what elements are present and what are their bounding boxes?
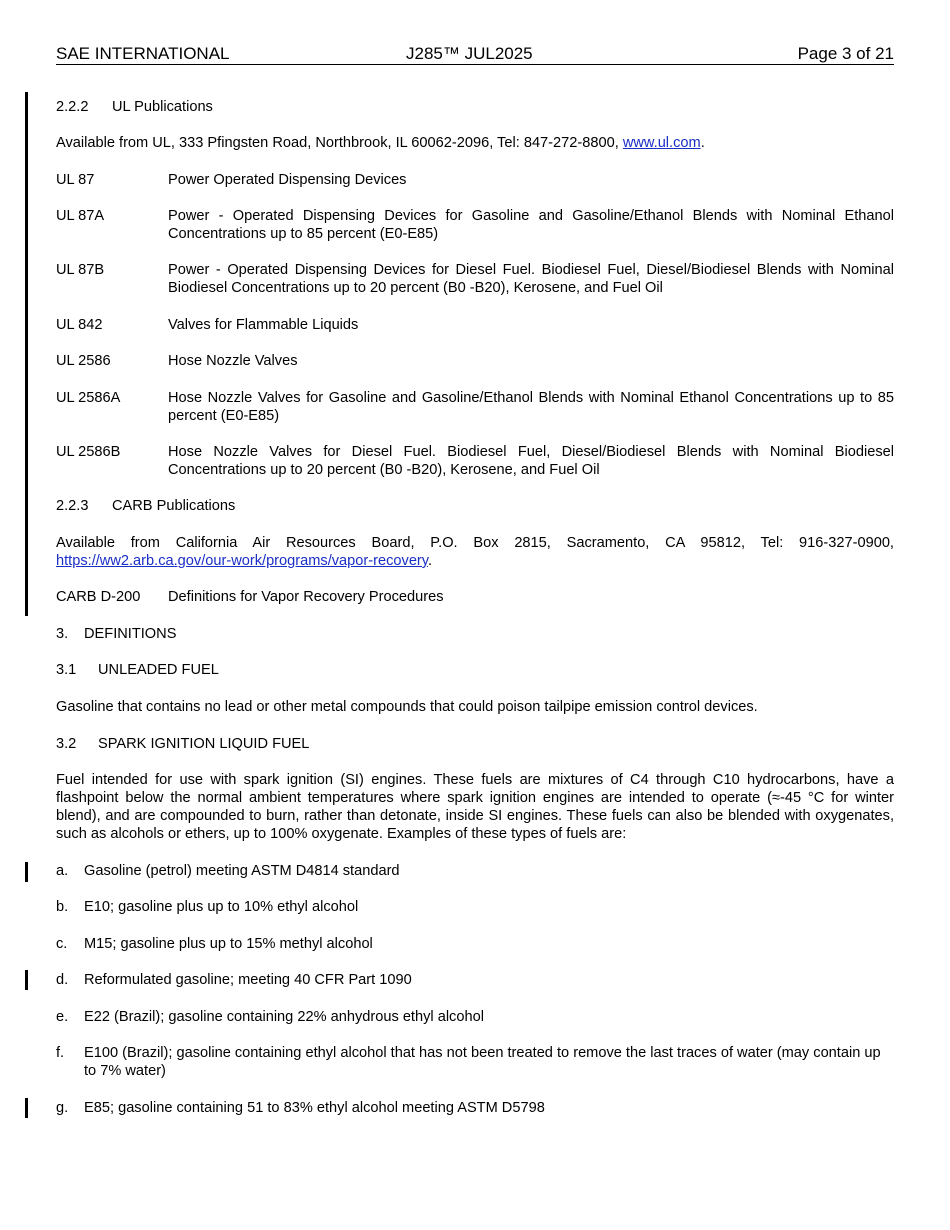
reference-code: UL 2586	[56, 353, 111, 369]
list-text: Reformulated gasoline; meeting 40 CFR Part 1090	[84, 972, 412, 988]
reference-title: Power - Operated Dispensing Devices for Diesel Fuel. Biodiesel Fuel, Diesel/Biodiesel Blends with Nominal Biodiesel Concentrations up to 20 percent (B0 -B20), Kerosene, and Fuel Oil	[168, 262, 894, 296]
paragraph: Gasoline that contains no lead or other metal compounds that could poison tailpipe emission control devices.	[56, 699, 758, 715]
list-marker: c.	[56, 936, 68, 952]
list-item	[56, 1044, 894, 1080]
header-doc-id: J285™ JUL2025	[406, 44, 533, 63]
section-number: 2.2.3	[56, 498, 89, 514]
header-org: SAE INTERNATIONAL	[56, 44, 230, 63]
reference-code: UL 87A	[56, 208, 105, 224]
reference-row	[56, 443, 894, 479]
section-number: 3.	[56, 626, 69, 642]
list-text: E85; gasoline containing 51 to 83% ethyl alcohol meeting ASTM D5798	[84, 1100, 545, 1116]
reference-row	[56, 588, 894, 606]
ul-website-link[interactable]: www.ul.com	[622, 135, 701, 151]
punctuation: .	[428, 553, 433, 569]
list-item	[56, 862, 894, 880]
section-title: SPARK IGNITION LIQUID FUEL	[98, 736, 310, 752]
reference-title: Power - Operated Dispensing Devices for Gasoline and Gasoline/Ethanol Blends with Nominal Ethanol Concentrations up to 85 percent (E0-E85)	[168, 208, 894, 242]
section-title: DEFINITIONS	[84, 626, 177, 642]
carb-availability	[56, 534, 894, 570]
reference-row	[56, 352, 894, 370]
reference-title: Hose Nozzle Valves for Diesel Fuel. Biodiesel Fuel, Diesel/Biodiesel Blends with Nominal Biodiesel Concentrations up to 20 percent (B0 -B20), Kerosene, and Fuel Oil	[168, 444, 894, 478]
reference-title: Hose Nozzle Valves for Gasoline and Gasoline/Ethanol Blends with Nominal Ethanol Concentrations up to 85 percent (E0-E85)	[168, 390, 894, 424]
paragraph: Fuel intended for use with spark ignition (SI) engines. These fuels are mixtures of C4 through C10 hydrocarbons, have a flashpoint below the normal ambient temperatures where spark ignition engines are intended to operate (≈-45 °C for winter blend), and are compounded to burn, rather than detonate, inside SI engines. These fuels can also be blended with oxygenates, such as alcohols or ethers, up to 100% oxygenate. Examples of these types of fuels are:	[56, 772, 894, 842]
reference-title: Hose Nozzle Valves	[168, 353, 298, 369]
reference-code: UL 842	[56, 317, 103, 333]
section-heading-2-2-2	[56, 98, 894, 116]
list-marker: a.	[56, 863, 69, 879]
change-bar	[25, 862, 28, 882]
reference-row	[56, 316, 894, 334]
reference-code: UL 87	[56, 172, 95, 188]
list-text: Gasoline (petrol) meeting ASTM D4814 standard	[84, 863, 400, 879]
reference-code: UL 2586A	[56, 390, 121, 406]
reference-code: UL 2586B	[56, 444, 121, 460]
reference-row	[56, 207, 894, 243]
reference-code: CARB D-200	[56, 589, 141, 605]
list-text: E22 (Brazil); gasoline containing 22% anhydrous ethyl alcohol	[84, 1009, 484, 1025]
section-heading-3-1	[56, 661, 894, 679]
list-item	[56, 971, 894, 989]
punctuation: .	[700, 135, 705, 151]
header-page-number: Page 3 of 21	[797, 44, 894, 63]
reference-row	[56, 261, 894, 297]
section-title: UL Publications	[112, 99, 213, 115]
list-text: E10; gasoline plus up to 10% ethyl alcohol	[84, 899, 359, 915]
change-bar	[25, 970, 28, 990]
section-heading-3	[56, 625, 894, 643]
section-number: 2.2.2	[56, 99, 89, 115]
list-item	[56, 935, 894, 953]
section-title: CARB Publications	[112, 498, 236, 514]
availability-text: Available from California Air Resources Board, P.O. Box 2815, Sacramento, CA 95812, Tel: 916-327-0900,	[56, 535, 894, 551]
list-marker: b.	[56, 899, 69, 915]
reference-code: UL 87B	[56, 262, 105, 278]
list-item	[56, 1008, 894, 1026]
reference-title: Definitions for Vapor Recovery Procedures	[168, 589, 444, 605]
change-bar	[25, 1098, 28, 1118]
section-number: 3.2	[56, 736, 77, 752]
change-bar	[25, 92, 28, 616]
list-text: E100 (Brazil); gasoline containing ethyl alcohol that has not been treated to remove the last traces of water (may contain up to 7% water)	[84, 1045, 881, 1079]
list-marker: f.	[56, 1045, 65, 1061]
availability-text: Available from UL, 333 Pfingsten Road, Northbrook, IL 60062-2096, Tel: 847-272-8800,	[56, 135, 619, 151]
list-item	[56, 898, 894, 916]
list-item	[56, 1099, 894, 1117]
reference-row	[56, 171, 894, 189]
carb-website-link[interactable]: https://ww2.arb.ca.gov/our-work/programs/vapor-recovery	[56, 553, 429, 569]
list-marker: g.	[56, 1100, 69, 1116]
reference-title: Power Operated Dispensing Devices	[168, 172, 407, 188]
list-marker: e.	[56, 1009, 69, 1025]
section-title: UNLEADED FUEL	[98, 662, 219, 678]
section-heading-2-2-3	[56, 497, 894, 515]
section-heading-3-2	[56, 735, 894, 753]
section-number: 3.1	[56, 662, 77, 678]
list-marker: d.	[56, 972, 69, 988]
page-header	[56, 44, 894, 65]
ul-availability	[56, 134, 894, 152]
list-text: M15; gasoline plus up to 15% methyl alcohol	[84, 936, 373, 952]
reference-row	[56, 389, 894, 425]
reference-title: Valves for Flammable Liquids	[168, 317, 359, 333]
